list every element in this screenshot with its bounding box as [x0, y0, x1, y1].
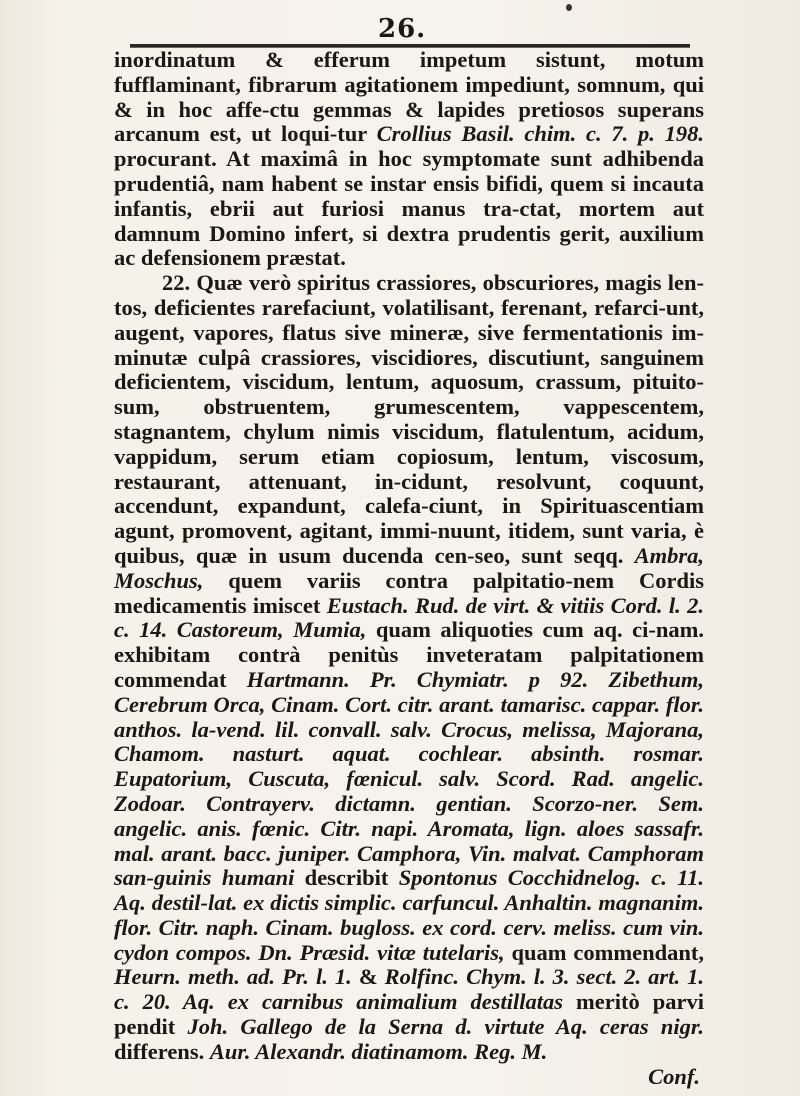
paragraph-2-text: quam commendant,: [504, 939, 704, 965]
catchword: Conf.: [648, 1063, 700, 1089]
paragraph-2-text: quam aliquoties cum aq. ci-nam. exhibitam contrà penitùs inveteratam palpitationem commendat: [114, 617, 705, 692]
italic-citation: Ambra, Moschus,: [114, 542, 704, 593]
italic-citation: Heurn. meth. ad. Pr. l. 1.: [114, 964, 352, 990]
page-number: 26.: [378, 14, 427, 44]
paragraph-2: [114, 271, 704, 1065]
citation-crollius: Crollius Basil. chim. c. 7. p. 198.: [376, 121, 705, 147]
italic-citation: Eustach. Rud. de virt. & vitiis Cord. l. 2. c. 14. Castoreum, Mumia,: [114, 592, 704, 643]
paragraph-2-text: describit: [294, 865, 399, 891]
paragraph-2-text: 22. Quæ verò spiritus crassiores, obscuriores, magis len-tos, deficientes rarefaciunt, volatilisant, ferenant, refarci-unt, augent, vapores, flatus sive mineræ, sive fermentationis im-minutæ culpâ crassiores, viscidiores, discutiunt, sanguinem deficientem, viscidum, lentum, aquosum, crassum, pituito-sum, obstruentem, grumescentem, vappescentem, stagnantem, chylum nimis viscidum, flatulentum, acidum, vappidum, serum etiam copiosum, lentum, viscosum, restaurant, attenuant, in-cidunt, resolvunt, coquunt, accendunt, expandunt, calefa-ciunt, in Spirituascentiam agunt, promovent, agitant, immi-nuunt, itidem, sunt varia, è quibus, quæ in usum ducenda cen-seo, sunt seqq.: [114, 270, 704, 568]
italic-citation: Aur. Alexandr. diatinamom. Reg. M.: [209, 1038, 548, 1064]
paragraph-1-text: inordinatum & efferum impetum sistunt, motum fufflaminant, fibrarum agitationem impediunt, somnum, qui & in hoc affe-ctu gemmas & lapides pretiosos superans arcanum est, ut loqui-tur: [114, 47, 704, 147]
italic-citation: Spontonus Cocchidnelog. c. 11. Aq. destil-lat. ex dictis simplic. carfuncul. Anhaltin. magnanim. flor. Citr. naph. Cinam. bugloss. ex cord. cerv. meliss. cum vin. cydon compos. Dn. Præsid. vitæ tutelaris,: [114, 865, 704, 965]
italic-citation: Hartmann. Pr. Chymiatr. p 92. Zibethum, Cerebrum Orca, Cinam. Cort. citr. arant. tamarisc. cappar. flor. anthos. la-vend. lil. convall. salv. Crocus, melissa, Majorana, Chamom. nasturt. aquat. cochlear. absinth. rosmar. Eupatorium, Cuscuta, fœnicul. salv. Scord. Rad. angelic. Zodoar. Contrayerv. dictamn. gentian. Scorzo-ner. Sem. angelic. anis. fœnic. Citr. napi. Aromata, lign. aloes sassafr. mal. arant. bacc. juniper. Camphora, Vin. malvat. Camphoram san-guinis humani: [114, 666, 704, 891]
body-text: [114, 48, 704, 1089]
italic-citation: Rolfinc. Chym. l. 3. sect. 2. art. 1. c. 20. Aq. ex carnibus animalium destillatas: [114, 964, 704, 1015]
paragraph-1: [114, 48, 704, 271]
italic-citation: Joh. Gallego de la Serna d. virtute Aq. ceras nigr.: [187, 1014, 704, 1040]
ink-spot: [566, 4, 572, 11]
paragraph-2-text: &: [351, 964, 385, 990]
paragraph-2-text: differens.: [114, 1038, 210, 1064]
paragraph-2-text: quem variis contra palpitatio-nem Cordis medicamentis imiscet: [114, 567, 704, 618]
paragraph-1-text-continued: procurant. At maximâ in hoc symptomate sunt adhibenda prudentiâ, nam habent se instar ensis bifidi, quem si incauta infantis, ebrii aut furiosi manus tra-ctat, mortem aut damnum Domino infert, si dextra prudentis gerit, auxilium ac defensionem præstat.: [114, 146, 704, 271]
paragraph-2-text: meritò parvi pendit: [114, 989, 704, 1040]
